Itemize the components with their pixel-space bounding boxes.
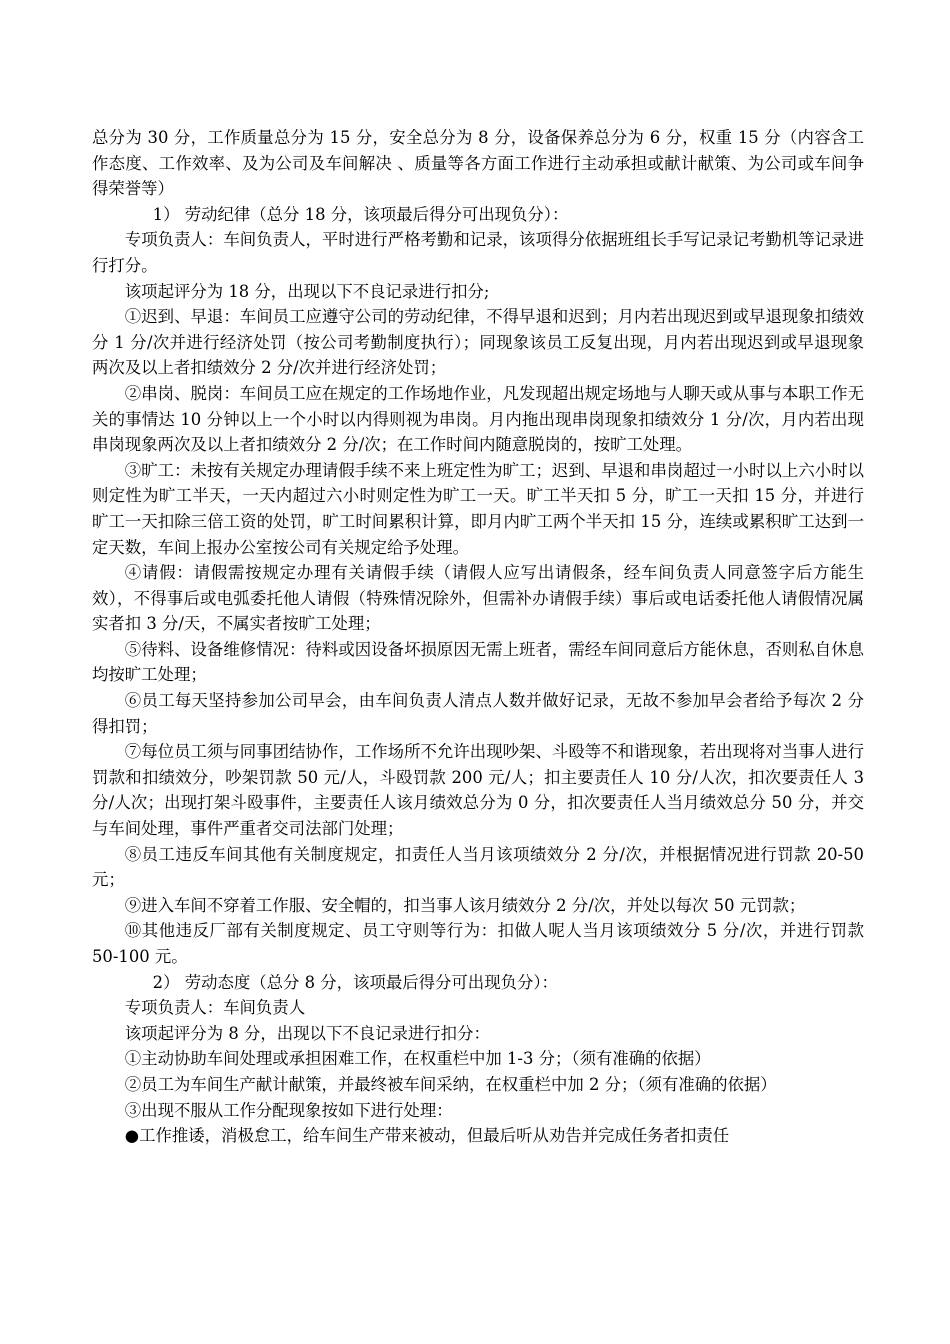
rule-late-early: ①迟到、早退：车间员工应遵守公司的劳动纪律，不得早退和迟到；月内若出现迟到或早退现象扣绩效分 1 分/次并进行经济处罚（按公司考勤制度执行）；同现象该员工反复出现，月内若出现迟到或早退现象两次及以上者扣绩效分 2 分/次并进行经济处罚； xyxy=(92,307,864,378)
document-page xyxy=(92,125,864,1149)
rule-other-factory: ⑩其他违反厂部有关制度规定、员工守则等行为：扣做人呢人当月该项绩效分 5 分/次，并进行罚款 50-100 元。 xyxy=(92,921,864,966)
rule-cooperation: ⑦每位员工须与同事团结协作，工作场所不允许出现吵架、斗殴等不和谐现象，若出现将对当事人进行罚款和扣绩效分，吵架罚款 50 元/人，斗殴罚款 200 元/人；扣主要责任人 10 分/人次，扣次要责任人 3 分/人次；出现打架斗殴事件，主要责任人该月绩效总分为 0 分，扣次要责任人当月绩效总分 50 分，并交与车间处理，事件严重者交司法部门处理； xyxy=(92,742,864,839)
rule-suggestions: ②员工为车间生产献计献策，并最终被车间采纳，在权重栏中加 2 分；（须有准确的依据） xyxy=(124,1074,777,1094)
section-heading-labor-attitude: 2） 劳动态度（总分 8 分，该项最后得分可出现负分）： xyxy=(152,972,558,992)
paragraph-intro: 总分为 30 分，工作质量总分为 15 分，安全总分为 8 分，设备保养总分为 6 分，权重 15 分（内容含工作态度、工作效率、及为公司及车间解决 、质量等各方面工作进行主动承担或献计献策、为公司或车间争得荣誉等） xyxy=(92,128,864,199)
rule-waiting-maintenance: ⑤待料、设备维修情况：待料或因设备坏损原因无需上班者，需经车间同意后方能休息，否则私自休息均按旷工处理； xyxy=(92,639,864,685)
rule-post-leaving: ②串岗、脱岗：车间员工应在规定的工作场地作业，凡发现超出规定场地与人聊天或从事与本职工作无关的事情达 10 分钟以上一个小时以内得则视为串岗。月内拖出现串岗现象扣绩效分 1 分/次，月内若出现串岗现象两次及以上者扣绩效分 2 分/次；在工作时间内随意脱岗的，按旷工处理。 xyxy=(92,383,864,455)
rule-assist-workshop: ①主动协助车间处理或承担困难工作，在权重栏中加 1-3 分；（须有准确的依据） xyxy=(124,1049,711,1069)
rule-leave-request: ④请假：请假需按规定办理有关请假手续（请假人应写出请假条，经车间负责人同意签字后方能生效），不得事后或电弧委托他人请假（特殊情况除外，但需补办请假手续）事后或电话委托他人请假情况属实者扣 3 分/天，不属实者按旷工处理； xyxy=(92,563,864,634)
rule-morning-meeting: ⑥员工每天坚持参加公司早会，由车间负责人清点人数并做好记录，无故不参加早会者给予每次 2 分得扣罚； xyxy=(92,691,864,736)
paragraph-attitude-responsible: 专项负责人：车间负责人 xyxy=(124,998,306,1018)
paragraph-responsible-person: 专项负责人：车间负责人，平时进行严格考勤和记录，该项得分依据班组长手写记录记考勤机等记录进行打分。 xyxy=(92,230,864,275)
rule-absenteeism: ③旷工：未按有关规定办理请假手续不来上班定性为旷工；迟到、早退和串岗超过一小时以上六小时以则定性为旷工半天，一天内超过六小时则定性为旷工一天。旷工半天扣 5 分，旷工一天扣 15 分，并进行旷工一天扣除三倍工资的处罚，旷工时间累积计算，即月内旷工两个半天扣 15 分，连续或累积旷工达到一定天数，车间上报办公室按公司有关规定给予处理。 xyxy=(92,460,864,557)
paragraph-attitude-start-score: 该项起评分为 8 分，出现以下不良记录进行扣分： xyxy=(124,1023,490,1043)
paragraph-start-score: 该项起评分为 18 分，出现以下不良记录进行扣分; xyxy=(124,281,490,301)
section-heading-labor-discipline: 1） 劳动纪律（总分 18 分，该项最后得分可出现负分）： xyxy=(152,204,569,224)
rule-shirking-bullet: ●工作推诿，消极怠工，给车间生产带来被动，但最后听从劝告并完成任务者扣责任 xyxy=(124,1126,730,1146)
rule-disobedience: ③出现不服从工作分配现象按如下进行处理： xyxy=(124,1100,453,1120)
rule-uniform-helmet: ⑨进入车间不穿着工作服、安全帽的，扣当事人该月绩效分 2 分/次，并处以每次 50 元罚款； xyxy=(124,895,806,915)
rule-other-workshop: ⑧员工违反车间其他有关制度规定，扣责任人当月该项绩效分 2 分/次，并根据情况进行罚款 20-50 元； xyxy=(92,844,864,890)
